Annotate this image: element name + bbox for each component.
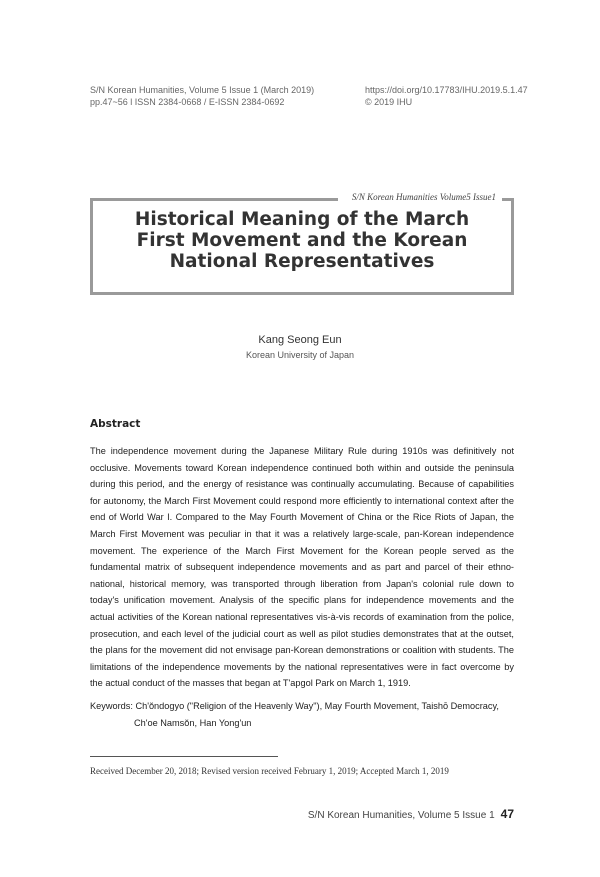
page-footer [308,807,514,821]
issn-line: pp.47~56 l ISSN 2384-0668 / E-ISSN 2384-0692 [90,97,285,107]
journal-meta-left [90,84,314,108]
author-affiliation: Korean University of Japan [245,350,355,360]
journal-meta-right [365,84,528,108]
page-number: 47 [500,807,514,821]
band-journal-label: S/N Korean Humanities Volume5 Issue1 [351,192,496,202]
received-dates: Received December 20, 2018; Revised version received February 1, 2019; Accepted March 1, 2019 [90,766,449,776]
footer-journal: S/N Korean Humanities, Volume 5 Issue 1 [307,810,495,821]
abstract-body: The independence movement during the Japanese Military Rule during 1910s was definitively not occlusive. Movements toward Korean independence continued both within and outside the peninsula during this period, and the energy of resistance was continually accumulating. Because of capabilities for autonomy, the March First Movement could respond more efficiently to international context after the end of World War I. Compared to the May Fourth Movement of China or the Rice Riots of Japan, the March First Movement was peculiar in that it was a relatively large-scale, pan-Korean independence movement. The experience of the March First Movement for the Korean people served as the fundamental matrix of subsequent independence movements and as part and parcel of their ethno-national, historical memory, was transported through liberation from Japan's colonial rule down to today's unification movement. Analysis of the specific plans for independence movements and the actual activities of the Korean national representatives vis-à-vis records of examination from the police, prosecution, and each level of the judicial court as well as pilot studies demonstrates that at the outset, the plans for the movement did not envisage pan-Korean demonstrations or coalition with students. The limitations of the independence movements by the national representatives were in fact overcome by the actual conduct of the masses that began at T'apgol Park on March 1, 1919. [90,446,514,689]
abstract-heading: Abstract [90,418,141,430]
article-title: Historical Meaning of the March First Movement and the Korean National Representatives [134,209,470,272]
copyright-line: © 2019 IHU [365,97,413,107]
title-band [90,193,514,298]
author-name: Kang Seong Eun [258,334,342,346]
keywords-block [90,698,514,732]
title-box-left-border [90,198,93,295]
keywords-line-1: Keywords: Ch'ŏndogyo ("Religion of the Heavenly Way"), May Fourth Movement, Taishō Democracy, [90,701,499,711]
journal-citation-line: S/N Korean Humanities, Volume 5 Issue 1 (March 2019) [90,85,315,95]
keywords-line-2: Ch'oe Namsŏn, Han Yong'un [134,718,252,728]
footnote-rule [90,756,278,757]
doi-link[interactable]: https://doi.org/10.17783/IHU.2019.5.1.47 [365,85,528,95]
